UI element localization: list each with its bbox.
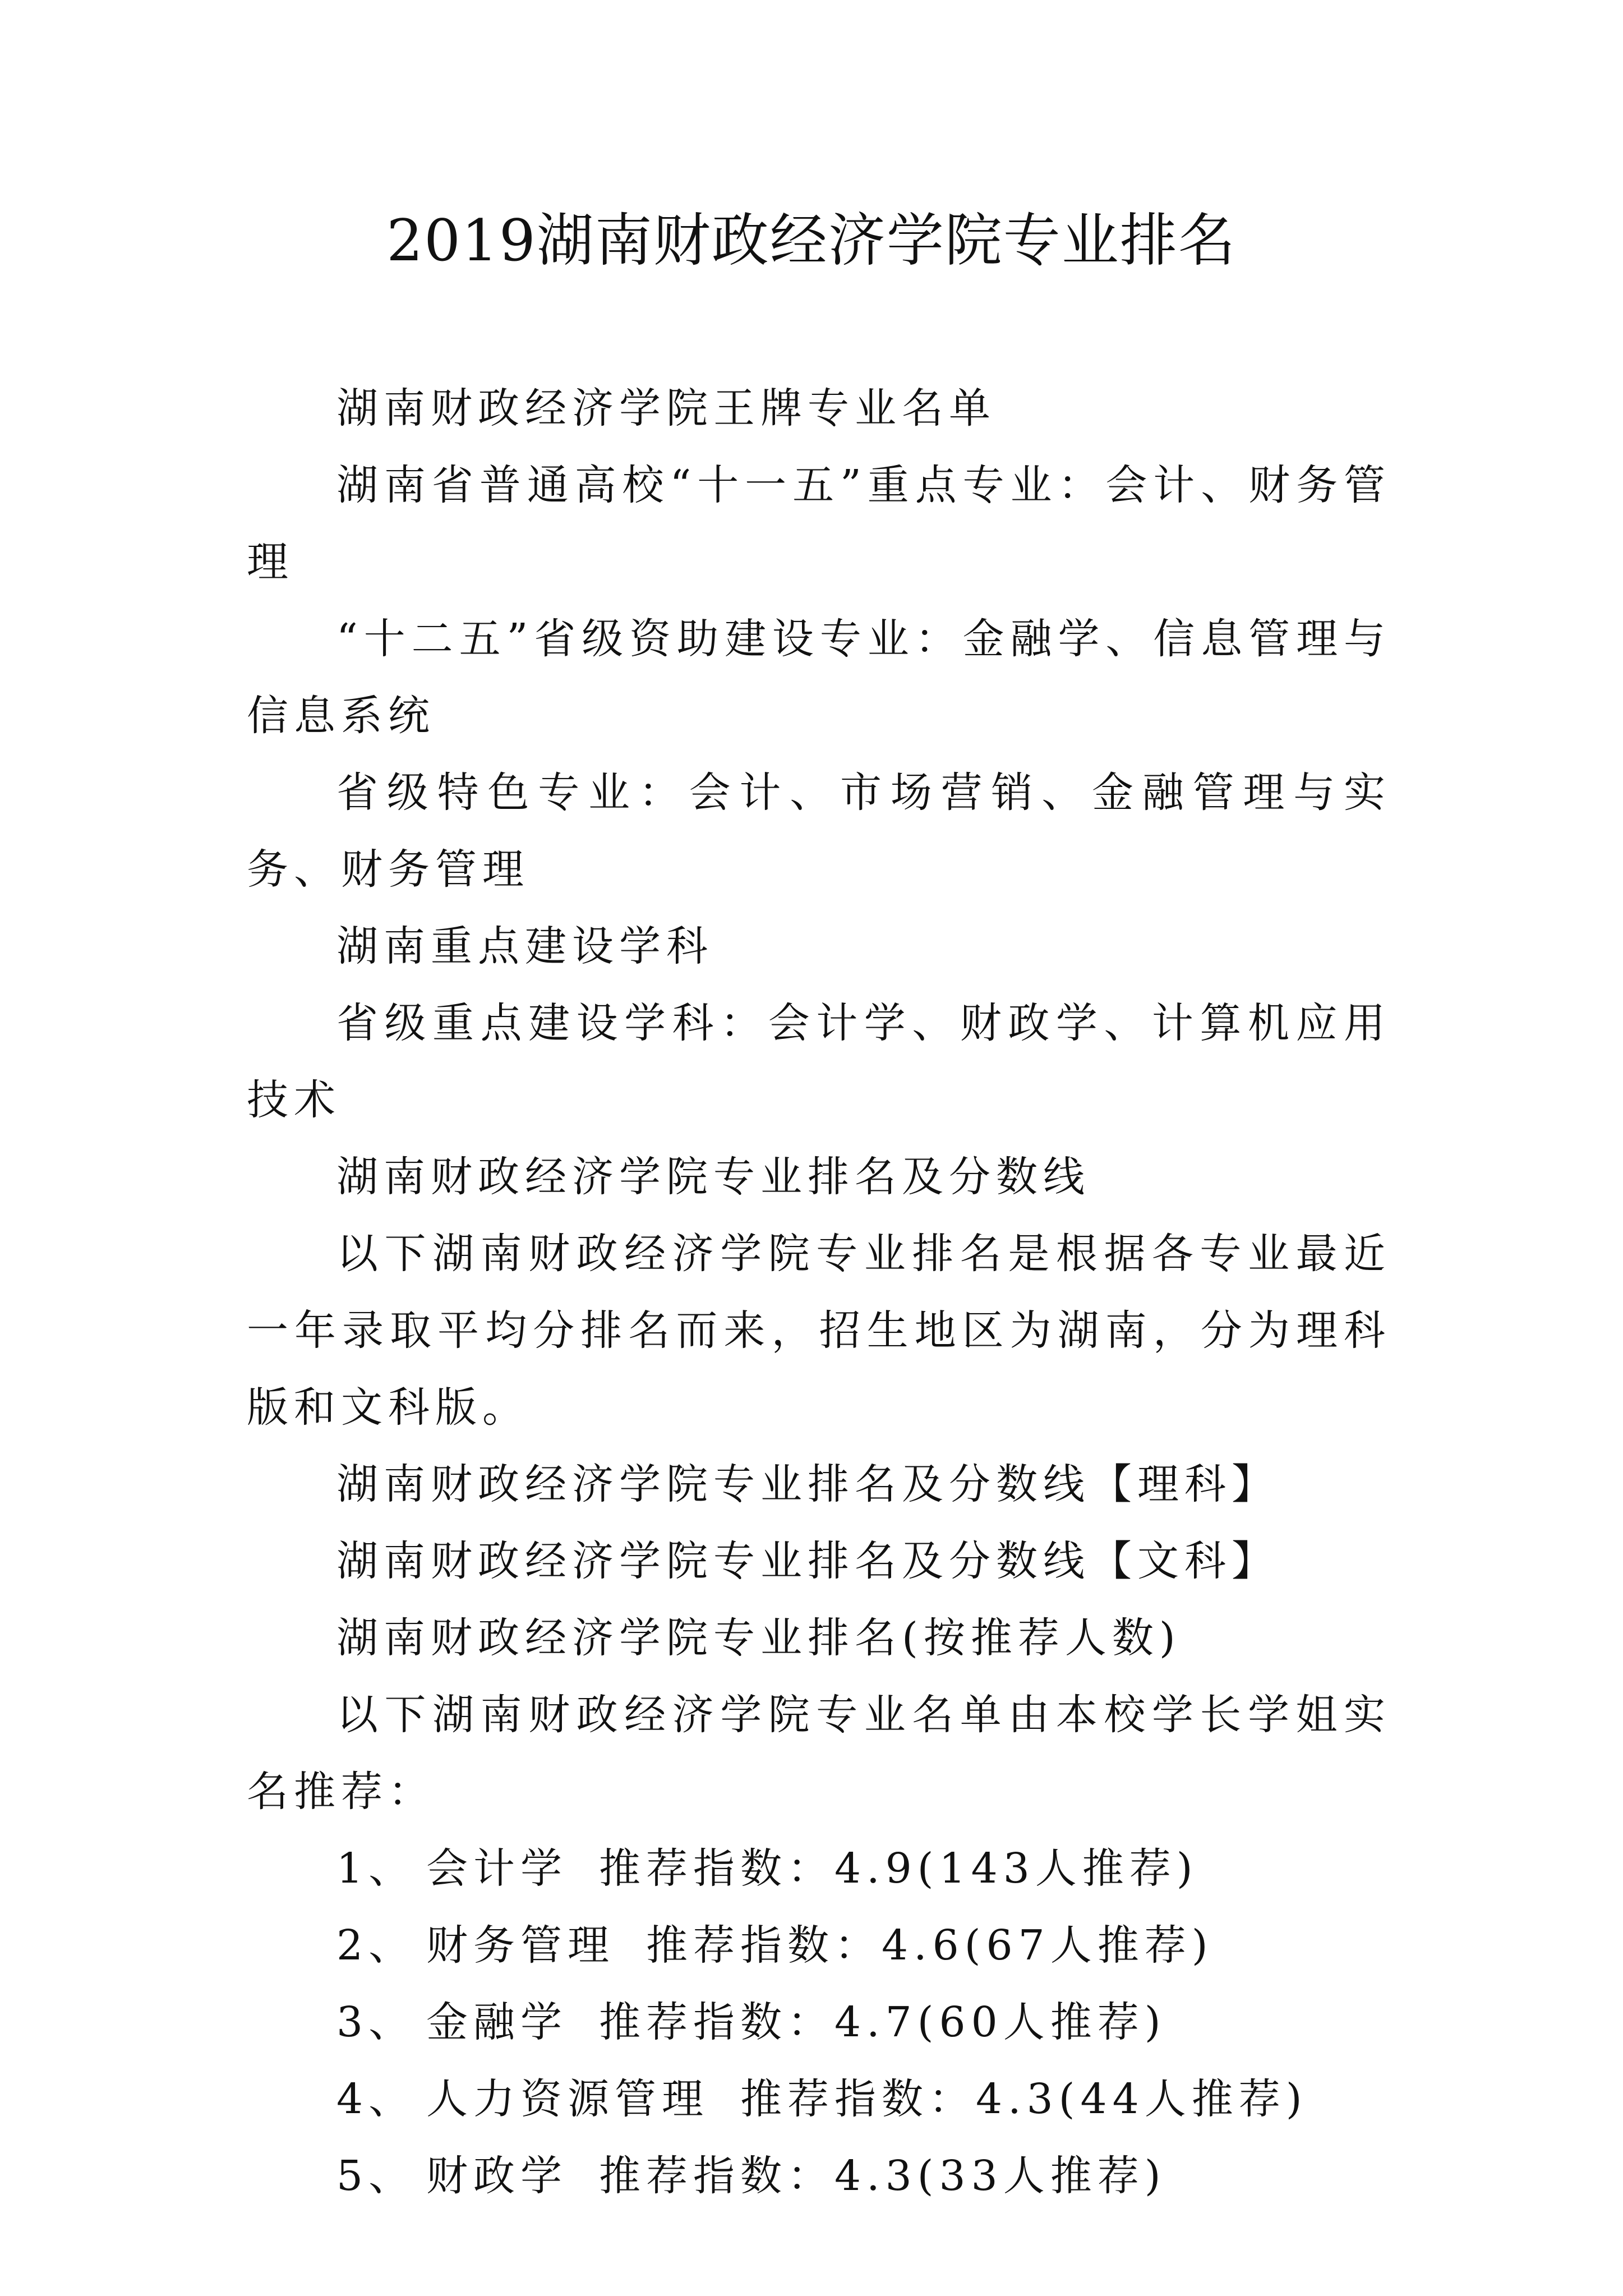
ranking-major: 会计学 bbox=[426, 1844, 568, 1893]
paragraph-ranking-scores-heading: 湖南财政经济学院专业排名及分数线 bbox=[336, 1153, 1090, 1201]
paragraph-science-ranking: 湖南财政经济学院专业排名及分数线【理科】 bbox=[336, 1460, 1279, 1508]
paragraph-ace-majors-heading: 湖南财政经济学院王牌专业名单 bbox=[336, 384, 996, 432]
ranking-item bbox=[247, 1984, 1391, 2061]
ranking-detail: 推荐指数：4.3(44人推荐) bbox=[740, 2075, 1308, 2123]
page-title: 2019湖南财政经济学院专业排名 bbox=[386, 208, 1237, 274]
ranking-number: 4、 bbox=[336, 2075, 416, 2123]
ranking-item bbox=[247, 2138, 1391, 2215]
paragraph-arts-ranking: 湖南财政经济学院专业排名及分数线【文科】 bbox=[336, 1537, 1279, 1585]
ranking-number: 3、 bbox=[336, 1998, 416, 2046]
paragraph-recommendation-heading: 湖南财政经济学院专业排名(按推荐人数) bbox=[336, 1614, 1181, 1662]
ranking-number: 5、 bbox=[336, 2152, 416, 2200]
ranking-major: 财务管理 bbox=[426, 1921, 615, 1970]
ranking-item bbox=[247, 1907, 1391, 1984]
paragraph-key-disciplines-heading: 湖南重点建设学科 bbox=[336, 922, 713, 970]
ranking-item bbox=[247, 2061, 1391, 2138]
paragraph-key-disciplines: 省级重点建设学科：会计学、财政学、计算机应用技术 bbox=[247, 999, 1391, 1124]
ranking-major: 人力资源管理 bbox=[426, 2075, 709, 2123]
paragraph-recommendation-intro: 以下湖南财政经济学院专业名单由本校学长学姐实名推荐： bbox=[247, 1691, 1391, 1816]
ranking-number: 1、 bbox=[336, 1844, 416, 1893]
paragraph-funded-majors-12th: “十二五”省级资助建设专业：金融学、信息管理与信息系统 bbox=[247, 615, 1391, 740]
ranking-major: 金融学 bbox=[426, 1998, 568, 2046]
ranking-detail: 推荐指数：4.7(60人推荐) bbox=[599, 1998, 1166, 2046]
document-body bbox=[247, 370, 1391, 2215]
ranking-major: 财政学 bbox=[426, 2152, 568, 2200]
paragraph-ranking-explanation: 以下湖南财政经济学院专业排名是根据各专业最近一年录取平均分排名而来，招生地区为湖南，分为理科版和文科版。 bbox=[247, 1230, 1391, 1432]
paragraph-featured-majors: 省级特色专业：会计、市场营销、金融管理与实务、财务管理 bbox=[247, 769, 1391, 894]
ranking-detail: 推荐指数：4.6(67人推荐) bbox=[646, 1921, 1214, 1970]
ranking-item bbox=[247, 1830, 1391, 1907]
paragraph-key-majors-11th: 湖南省普通高校“十一五”重点专业：会计、财务管理 bbox=[247, 461, 1391, 586]
ranking-number: 2、 bbox=[336, 1921, 416, 1970]
ranking-detail: 推荐指数：4.3(33人推荐) bbox=[599, 2152, 1166, 2200]
ranking-detail: 推荐指数：4.9(143人推荐) bbox=[599, 1844, 1198, 1893]
